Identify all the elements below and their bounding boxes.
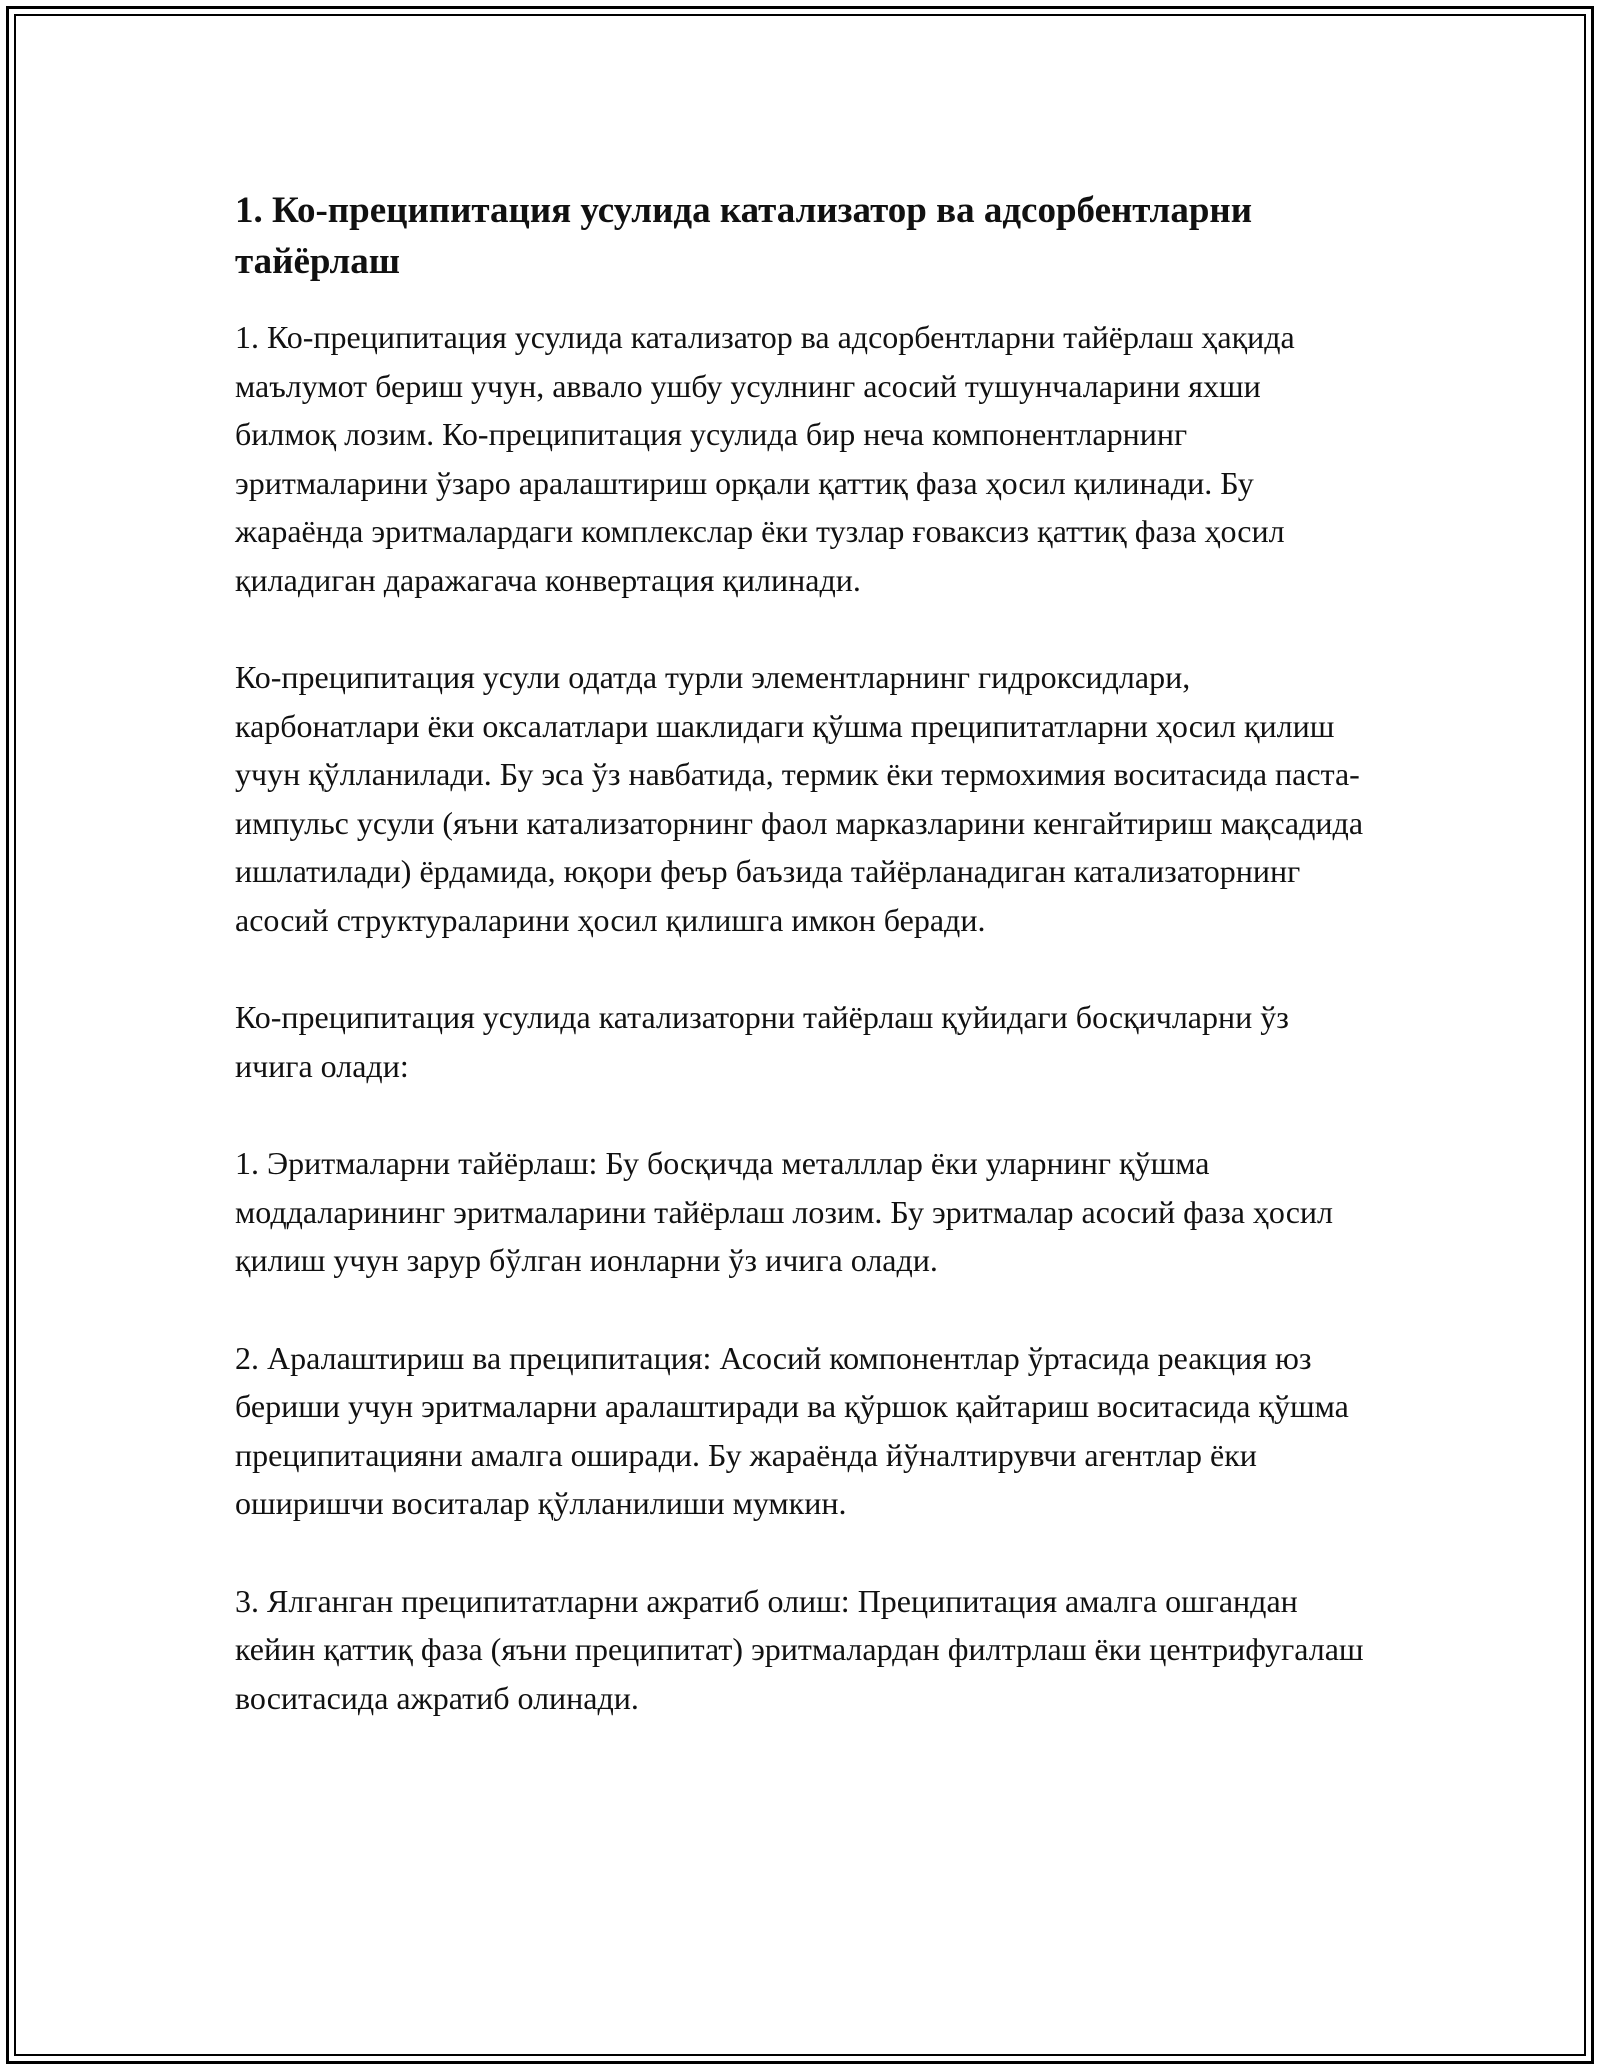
paragraph-steps-intro: Ко-преципитация усулида катализаторни тайёрлаш қуйидаги босқичларни ўз ичига олади: (235, 999, 1289, 1084)
paragraph-step-3: 3. Ялганган преципитатларни ажратиб олиш: Преципитация амалга ошгандан кейин қаттиқ фаза (яъни преципитат) эритмалардан филтрлаш ёки центрифугалаш воситасида ажратиб олинади. (235, 1582, 1364, 1716)
paragraph-step-2: 2. Аралаштириш ва преципитация: Асосий компонентлар ўртасида реакция юз бериши учун эритмаларни аралаштиради ва қўршок қайтариш воситасида қўшма преципитацияни амалга оширади. Бу жараёнда йўналтирувчи агентлар ёки оширишчи воситалар қўлланилиши мумкин. (235, 1339, 1349, 1521)
document-title: 1. Ко-преципитация усулида катализатор ва адсорбентларни тайёрлаш (235, 190, 1253, 282)
paragraph-intro: 1. Ко-преципитация усулида катализатор ва адсорбентларни тайёрлаш ҳақида маълумот бериш учун, аввало ушбу усулнинг асосий тушунчаларини яхши билмоқ лозим. Ко-преципитация усулида бир неча компонентларнинг эритмаларини ўзаро аралаштириш орқали қаттиқ фаза ҳосил қилинади. Бу жараёнда эритмалардаги комплекслар ёки тузлар ғоваксиз қаттиқ фаза ҳосил қиладиган даражагача конвертация қилинади. (235, 319, 1295, 598)
document-page (235, 185, 1365, 1722)
paragraph-usage: Ко-преципитация усули одатда турли элементларнинг гидроксидлари, карбонатлари ёки оксалатлари шаклидаги қўшма преципитатларни ҳосил қилиш учун қўлланилади. Бу эса ўз навбатида, термик ёки термохимия воситасида паста-импульс усули (яъни катализаторнинг фаол марказларини кенгайтириш мақсадида ишлатилади) ёрдамида, юқори феър баъзида тайёрланадиган катализаторнинг асосий структураларини ҳосил қилишга имкон беради. (235, 659, 1364, 938)
paragraph-step-1: 1. Эритмаларни тайёрлаш: Бу босқичда металллар ёки уларнинг қўшма моддаларининг эритмаларини тайёрлаш лозим. Бу эритмалар асосий фаза ҳосил қилиш учун зарур бўлган ионларни ўз ичига олади. (235, 1145, 1333, 1278)
